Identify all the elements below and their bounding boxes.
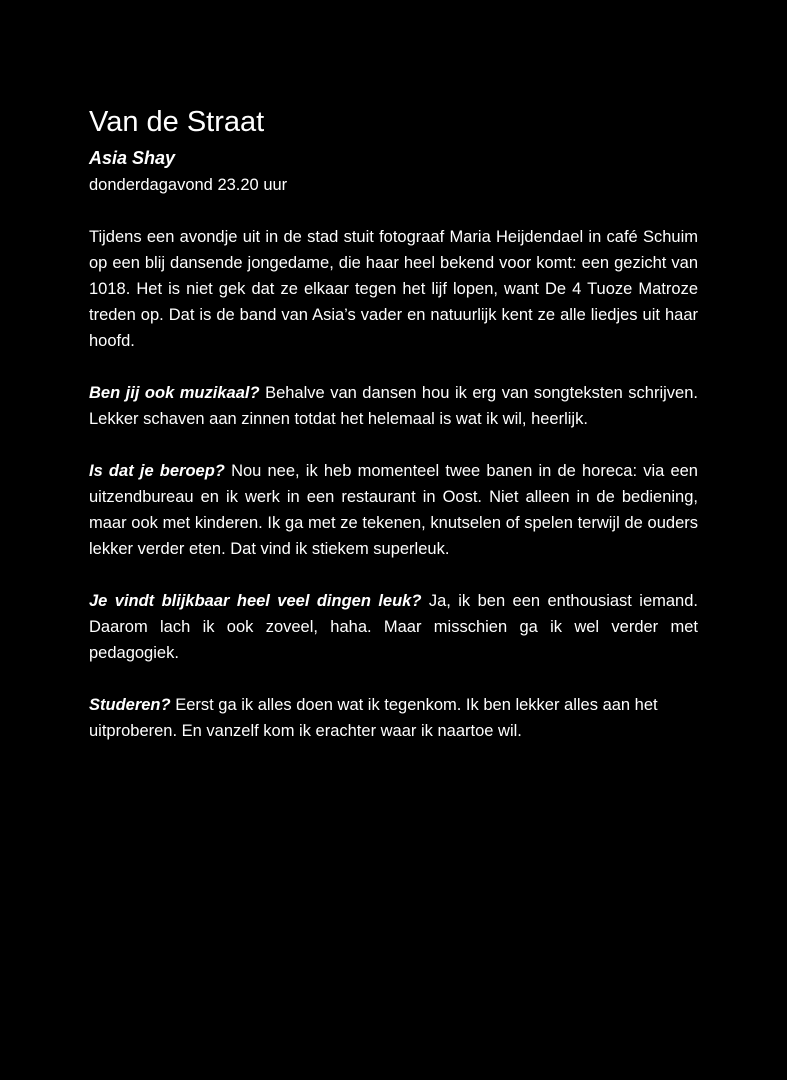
qa-paragraph xyxy=(89,458,698,562)
qa-paragraph xyxy=(89,380,698,432)
qa-answer: Nou nee, ik heb momenteel twee banen in de horeca: via een uitzendbureau en ik werk in een restaurant in Oost. Niet alleen in de bediening, maar ook met kinderen. Ik ga met ze tekenen, knutselen of spelen terwijl de ouders lekker verder eten. Dat vind ik stiekem superleuk. xyxy=(89,462,698,558)
article xyxy=(89,100,698,744)
article-title: Van de Straat xyxy=(89,106,265,138)
qa-answer: Ja, ik ben een enthousiast iemand. Daarom lach ik ook zoveel, haha. Maar misschien ga ik wel verder met pedagogiek. xyxy=(89,592,698,662)
article-subject: Asia Shay xyxy=(89,148,176,168)
article-time: donderdagavond 23.20 uur xyxy=(89,176,288,194)
qa-question: Ben jij ook muzikaal? xyxy=(89,384,260,402)
qa-question: Studeren? xyxy=(89,696,171,714)
qa-question: Je vindt blijkbaar heel veel dingen leuk? xyxy=(89,592,422,610)
qa-paragraph xyxy=(89,588,698,666)
qa-question: Is dat je beroep? xyxy=(89,462,225,480)
qa-answer: Behalve van dansen hou ik erg van songteksten schrijven. Lekker schaven aan zinnen totdat het helemaal is wat ik wil, heerlijk. xyxy=(89,384,698,428)
qa-answer: Eerst ga ik alles doen wat ik tegenkom. Ik ben lekker alles aan het uitproberen. En vanzelf kom ik erachter waar ik naartoe wil. xyxy=(89,696,658,740)
qa-paragraph xyxy=(89,692,698,744)
intro-paragraph: Tijdens een avondje uit in de stad stuit fotograaf Maria Heijdendael in café Schuim op een blij dansende jongedame, die haar heel bekend voor komt: een gezicht van 1018. Het is niet gek dat ze elkaar tegen het lijf lopen, want De 4 Tuoze Matroze treden op. Dat is de band van Asia’s vader en natuurlijk kent ze alle liedjes uit haar hoofd. xyxy=(89,228,698,350)
